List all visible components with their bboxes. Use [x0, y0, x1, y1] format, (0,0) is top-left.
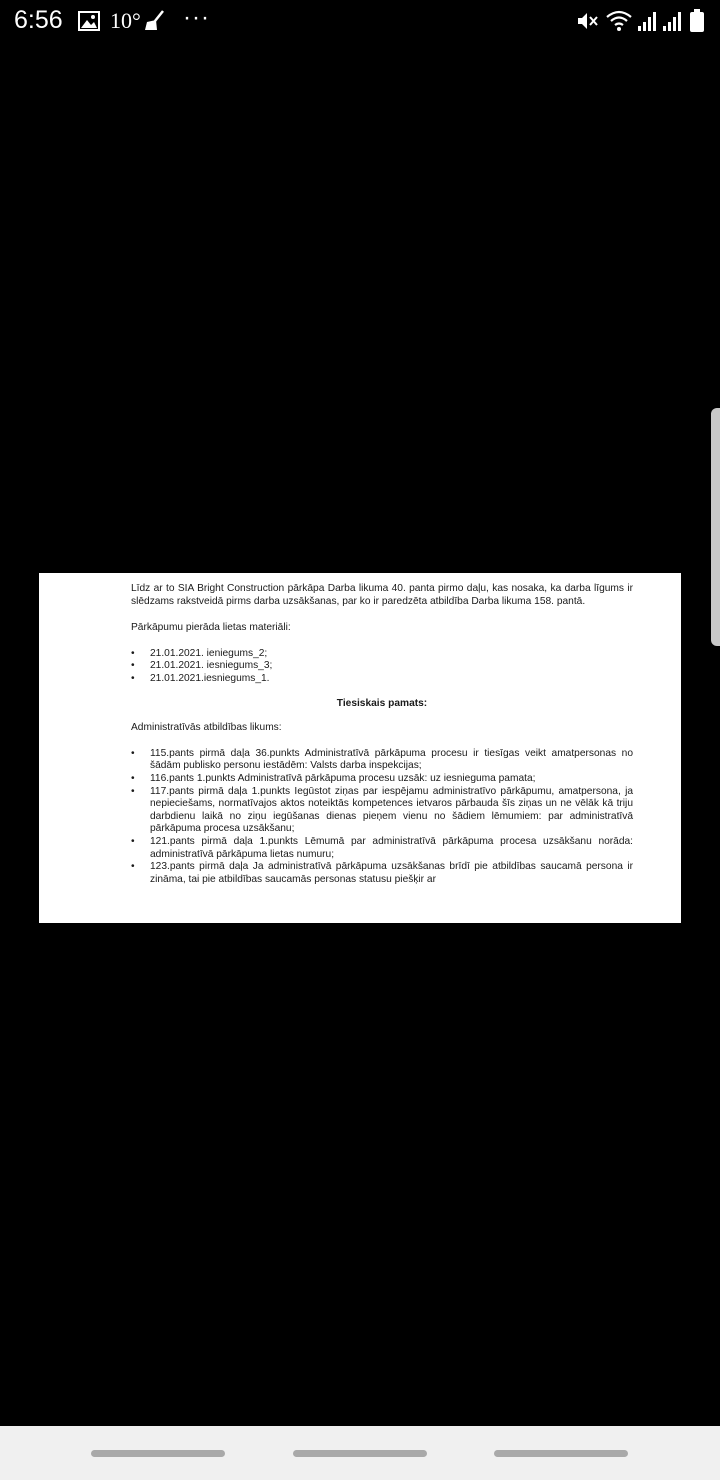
image-icon — [78, 11, 100, 36]
recent-apps-button[interactable] — [91, 1450, 225, 1457]
list-item: • 21.01.2021.iesniegums_1. — [131, 673, 633, 686]
list-item: • 21.01.2021. iesniegums_3; — [131, 660, 633, 673]
home-button[interactable] — [293, 1450, 427, 1457]
evidence-title: Pārkāpumu pierāda lietas materiāli: — [131, 622, 291, 634]
more-notifications-icon: ··· — [183, 4, 210, 31]
navigation-bar — [0, 1426, 720, 1480]
list-item: • 21.01.2021. ieniegums_2; — [131, 648, 633, 661]
list-item: • 116.pants 1.punkts Administratīvā pārkāpuma procesu uzsāk: uz iesnieguma pamata; — [131, 773, 633, 786]
signal-icon-2 — [662, 10, 684, 37]
broom-icon — [143, 9, 167, 38]
law-title: Administratīvās atbildības likums: — [131, 722, 282, 734]
section-title: Tiesiskais pamats: — [336, 697, 428, 709]
clock: 6:56 — [14, 6, 63, 34]
list-item: • 117.pants pirmā daļa 1.punkts Iegūstot ziņas par iespējamu administratīvo pārkāpumu, amatpersona, ja nepieciešams, normatīvajos aktos noteiktās kompetences ietvaros pārbauda šīs ziņas un ne vēlāk kā triju darbdienu laikā no ziņu iegūšanas dienas pieņem vienu no šādiem lēmumiem: par administratīvā pārkāpuma procesa uzsākšanu; — [131, 786, 633, 836]
list-item: • 115.pants pirmā daļa 36.punkts Administratīvā pārkāpuma procesu ir tiesīgas veikt amatpersonas no šādām publisko personu iestādēm: Valsts darba inspekcijas; — [131, 748, 633, 773]
temperature: 10° — [110, 8, 141, 33]
list-item: • 121.pants pirmā daļa 1.punkts Lēmumā par administratīvā pārkāpuma procesa uzsākšanu norāda: administratīvā pārkāpuma lietas numuru; — [131, 836, 633, 861]
status-bar — [0, 0, 720, 46]
mute-icon — [575, 10, 599, 37]
document-page[interactable] — [39, 573, 681, 923]
evidence-list — [131, 648, 633, 686]
intro-paragraph: Līdz ar to SIA Bright Construction pārkāpa Darba likuma 40. panta pirmo daļu, kas nosaka, ka darba līgums ir slēdzams rakstveidā pirms darba uzsākšanas, par ko ir paredzēta atbildība Darba likuma 158. pantā. — [131, 583, 633, 607]
battery-icon — [690, 9, 704, 38]
list-item: • 123.pants pirmā daļa Ja administratīvā pārkāpuma uzsākšanas brīdī pie atbildības saucamā persona ir zināma, tai pie atbildības saucamās personas statusu piešķir ar — [131, 861, 633, 886]
document-content — [131, 583, 633, 886]
back-button[interactable] — [494, 1450, 628, 1457]
edge-panel-handle[interactable] — [711, 408, 720, 646]
law-list — [131, 748, 633, 887]
wifi-icon — [605, 9, 633, 38]
signal-icon — [637, 10, 659, 37]
